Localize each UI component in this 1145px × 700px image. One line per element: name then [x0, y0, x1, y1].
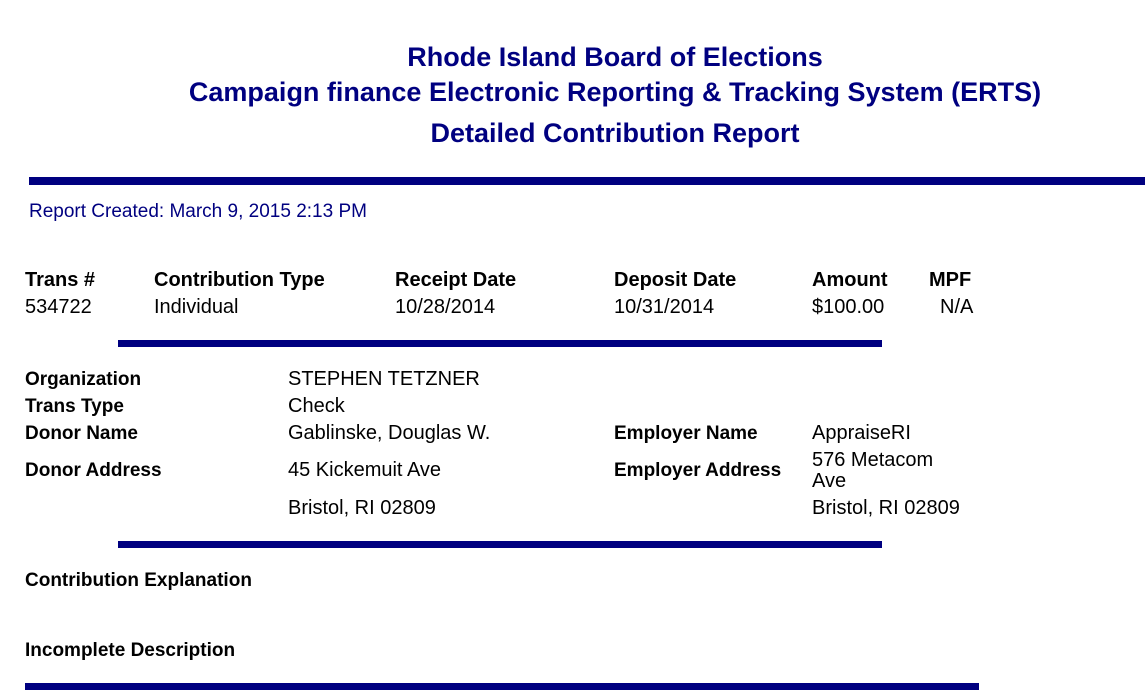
employer-address-line1a: 576 Metacom	[812, 449, 934, 471]
report-title-line1: Rhode Island Board of Elections	[407, 42, 823, 72]
mpf-value: N/A	[940, 296, 974, 318]
amount-header: Amount	[812, 269, 888, 291]
trans-type-label: Trans Type	[25, 396, 124, 417]
employer-name-label: Employer Name	[614, 423, 758, 444]
employer-name-value: AppraiseRI	[812, 422, 911, 444]
report-created-date: Report Created: March 9, 2015 2:13 PM	[29, 201, 367, 222]
incomplete-description-label: Incomplete Description	[25, 640, 236, 661]
employer-address-line1b: Ave	[812, 470, 847, 492]
contribution-type-value: Individual	[154, 296, 239, 318]
receipt-date-header: Receipt Date	[395, 269, 517, 291]
employer-address-line2: Bristol, RI 02809	[812, 497, 960, 519]
report-title-line3: Detailed Contribution Report	[430, 118, 800, 148]
donor-name-value: Gablinske, Douglas W.	[288, 422, 491, 444]
footer-divider	[25, 683, 979, 690]
deposit-date-value: 10/31/2014	[614, 296, 715, 318]
donor-address-line1: 45 Kickemuit Ave	[288, 459, 442, 481]
trans-no-header: Trans #	[25, 269, 96, 291]
transaction-divider	[118, 340, 882, 347]
amount-value: $100.00	[812, 296, 885, 318]
report-title-line2: Campaign finance Electronic Reporting & Tracking System (ERTS)	[188, 77, 1042, 107]
trans-type-value: Check	[288, 395, 345, 417]
donor-address-label: Donor Address	[25, 460, 162, 481]
title-divider	[29, 177, 1145, 185]
organization-label: Organization	[25, 369, 142, 390]
deposit-date-header: Deposit Date	[614, 269, 737, 291]
donor-address-line2: Bristol, RI 02809	[288, 497, 436, 519]
details-divider	[118, 541, 882, 548]
contribution-type-header: Contribution Type	[154, 269, 325, 291]
receipt-date-value: 10/28/2014	[395, 296, 496, 318]
organization-value: STEPHEN TETZNER	[288, 368, 480, 390]
donor-name-label: Donor Name	[25, 423, 138, 444]
mpf-header: MPF	[929, 269, 972, 291]
trans-no-value: 534722	[25, 296, 92, 318]
employer-address-label: Employer Address	[614, 460, 782, 481]
contribution-explanation-label: Contribution Explanation	[25, 570, 252, 591]
